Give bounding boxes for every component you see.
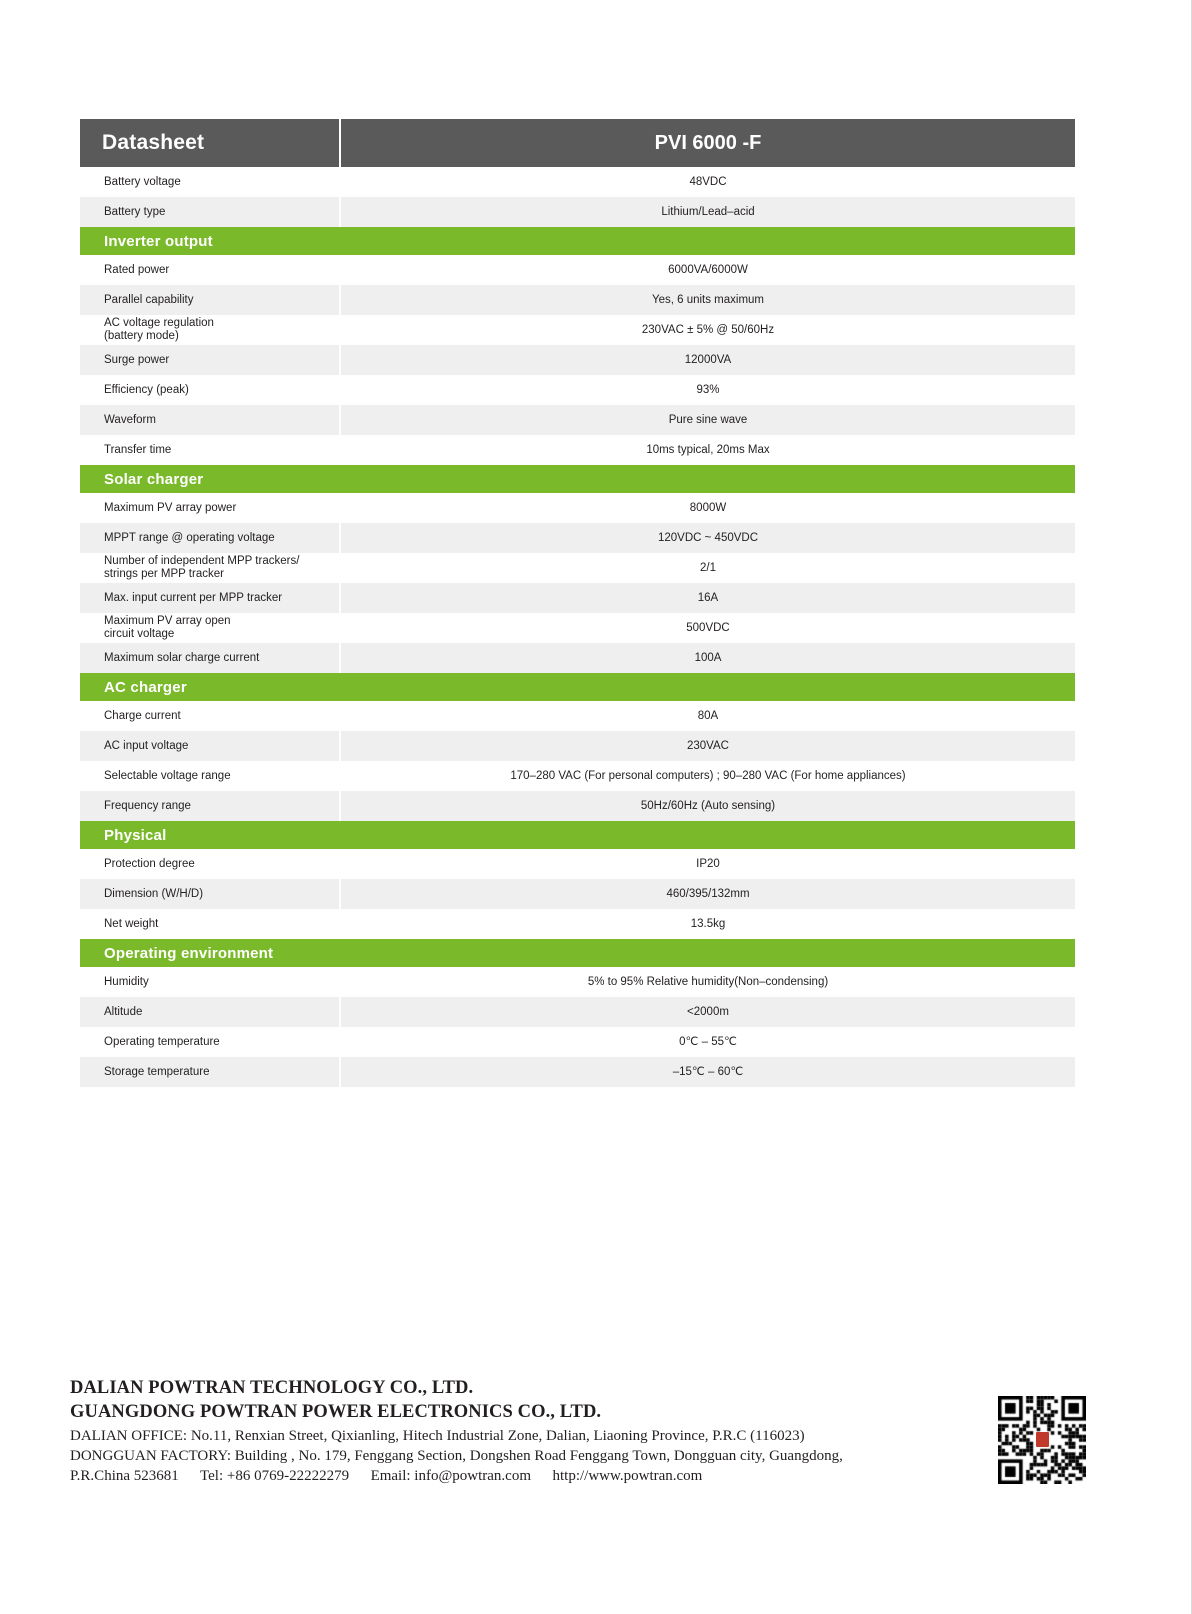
spec-value: 50Hz/60Hz (Auto sensing) — [340, 791, 1075, 821]
table-row — [80, 997, 1075, 1027]
table-row — [80, 791, 1075, 821]
spec-value: 170–280 VAC (For personal computers) ; 90–280 VAC (For home appliances) — [340, 761, 1075, 791]
spec-value: –15℃ – 60℃ — [340, 1057, 1075, 1087]
spec-label: Max. input current per MPP tracker — [80, 583, 340, 613]
spec-value: 100A — [340, 643, 1075, 673]
section-title: Operating environment — [80, 939, 1075, 967]
spec-value: 2/1 — [340, 553, 1075, 583]
spec-label: Maximum solar charge current — [80, 643, 340, 673]
spec-value: 230VAC ± 5% @ 50/60Hz — [340, 315, 1075, 345]
table-row — [80, 761, 1075, 791]
spec-label: Frequency range — [80, 791, 340, 821]
spec-label: Selectable voltage range — [80, 761, 340, 791]
spec-label: Rated power — [80, 255, 340, 285]
table-row — [80, 701, 1075, 731]
table-row — [80, 285, 1075, 315]
contact-line — [70, 1466, 1110, 1486]
spec-value: <2000m — [340, 997, 1075, 1027]
spec-label: AC voltage regulation (battery mode) — [80, 315, 340, 345]
spec-value: 80A — [340, 701, 1075, 731]
table-row — [80, 493, 1075, 523]
table-row — [80, 613, 1075, 643]
company-name-guangdong: GUANGDONG POWTRAN POWER ELECTRONICS CO., LTD. — [70, 1402, 602, 1422]
postal-code: P.R.China 523681 — [70, 1468, 179, 1484]
company-name-dalian: DALIAN POWTRAN TECHNOLOGY CO., LTD. — [70, 1378, 474, 1398]
spec-label: Waveform — [80, 405, 340, 435]
spec-label: Maximum PV array power — [80, 493, 340, 523]
table-row — [80, 435, 1075, 465]
table-row — [80, 405, 1075, 435]
spec-value: 12000VA — [340, 345, 1075, 375]
spec-value: 16A — [340, 583, 1075, 613]
spec-label: Charge current — [80, 701, 340, 731]
section-title: Physical — [80, 821, 1075, 849]
spec-value: 460/395/132mm — [340, 879, 1075, 909]
table-row — [80, 167, 1075, 197]
qr-code-icon — [998, 1396, 1086, 1484]
spec-label: Net weight — [80, 909, 340, 939]
section-header-row — [80, 673, 1075, 701]
spec-label: Surge power — [80, 345, 340, 375]
section-title: Solar charger — [80, 465, 1075, 493]
spec-value: 6000VA/6000W — [340, 255, 1075, 285]
section-title: Inverter output — [80, 227, 1075, 255]
spec-label: Operating temperature — [80, 1027, 340, 1057]
address-block — [70, 1426, 1110, 1486]
qr-center-logo — [1036, 1432, 1049, 1447]
spec-label: Maximum PV array open circuit voltage — [80, 613, 340, 643]
footer — [70, 1376, 1110, 1486]
table-row — [80, 255, 1075, 285]
spec-value: 5% to 95% Relative humidity(Non–condensing) — [340, 967, 1075, 997]
spec-label: Dimension (W/H/D) — [80, 879, 340, 909]
spec-value: 93% — [340, 375, 1075, 405]
spec-value: Lithium/Lead–acid — [340, 197, 1075, 227]
table-row — [80, 731, 1075, 761]
spec-label: Battery type — [80, 197, 340, 227]
spec-label: AC input voltage — [80, 731, 340, 761]
product-model: PVI 6000 -F — [340, 119, 1075, 167]
spec-value: 500VDC — [340, 613, 1075, 643]
spec-value: Pure sine wave — [340, 405, 1075, 435]
table-row — [80, 967, 1075, 997]
spec-value: 10ms typical, 20ms Max — [340, 435, 1075, 465]
spec-value: 0℃ – 55℃ — [340, 1027, 1075, 1057]
telephone: Tel: +86 0769-22222279 — [200, 1468, 350, 1484]
table-row — [80, 1027, 1075, 1057]
spec-label: Protection degree — [80, 849, 340, 879]
spec-label: Number of independent MPP trackers/ strings per MPP tracker — [80, 553, 340, 583]
spec-label: Battery voltage — [80, 167, 340, 197]
spec-value: Yes, 6 units maximum — [340, 285, 1075, 315]
section-title: AC charger — [80, 673, 1075, 701]
spec-value: 230VAC — [340, 731, 1075, 761]
table-row — [80, 315, 1075, 345]
address-dongguan: DONGGUAN FACTORY: Building , No. 179, Fenggang Section, Dongshen Road Fenggang Town, Dongguan city, Guangdong, — [70, 1448, 843, 1464]
table-row — [80, 583, 1075, 613]
table-row — [80, 879, 1075, 909]
section-header-row — [80, 465, 1075, 493]
table-row — [80, 345, 1075, 375]
spec-value: 8000W — [340, 493, 1075, 523]
email[interactable]: Email: info@powtran.com — [370, 1468, 532, 1484]
table-row — [80, 643, 1075, 673]
spec-value: 48VDC — [340, 167, 1075, 197]
table-row — [80, 197, 1075, 227]
table-header-row — [80, 119, 1075, 167]
spec-label: Altitude — [80, 997, 340, 1027]
datasheet-table — [80, 119, 1075, 1087]
website[interactable]: http://www.powtran.com — [552, 1468, 703, 1484]
spec-label: Efficiency (peak) — [80, 375, 340, 405]
spec-value: IP20 — [340, 849, 1075, 879]
address-dalian: DALIAN OFFICE: No.11, Renxian Street, Qixianling, Hitech Industrial Zone, Dalian, Liaoning Province, P.R.C (116023) — [70, 1428, 805, 1444]
section-header-row — [80, 821, 1075, 849]
datasheet-title: Datasheet — [80, 119, 340, 167]
spec-label: Storage temperature — [80, 1057, 340, 1087]
spec-value: 120VDC ~ 450VDC — [340, 523, 1075, 553]
table-row — [80, 375, 1075, 405]
table-row — [80, 1057, 1075, 1087]
datasheet-table-wrap — [80, 119, 1075, 1087]
spec-label: MPPT range @ operating voltage — [80, 523, 340, 553]
table-row — [80, 523, 1075, 553]
table-row — [80, 909, 1075, 939]
spec-label: Parallel capability — [80, 285, 340, 315]
spec-label: Transfer time — [80, 435, 340, 465]
section-header-row — [80, 939, 1075, 967]
table-row — [80, 553, 1075, 583]
table-row — [80, 849, 1075, 879]
spec-value: 13.5kg — [340, 909, 1075, 939]
section-header-row — [80, 227, 1075, 255]
spec-label: Humidity — [80, 967, 340, 997]
